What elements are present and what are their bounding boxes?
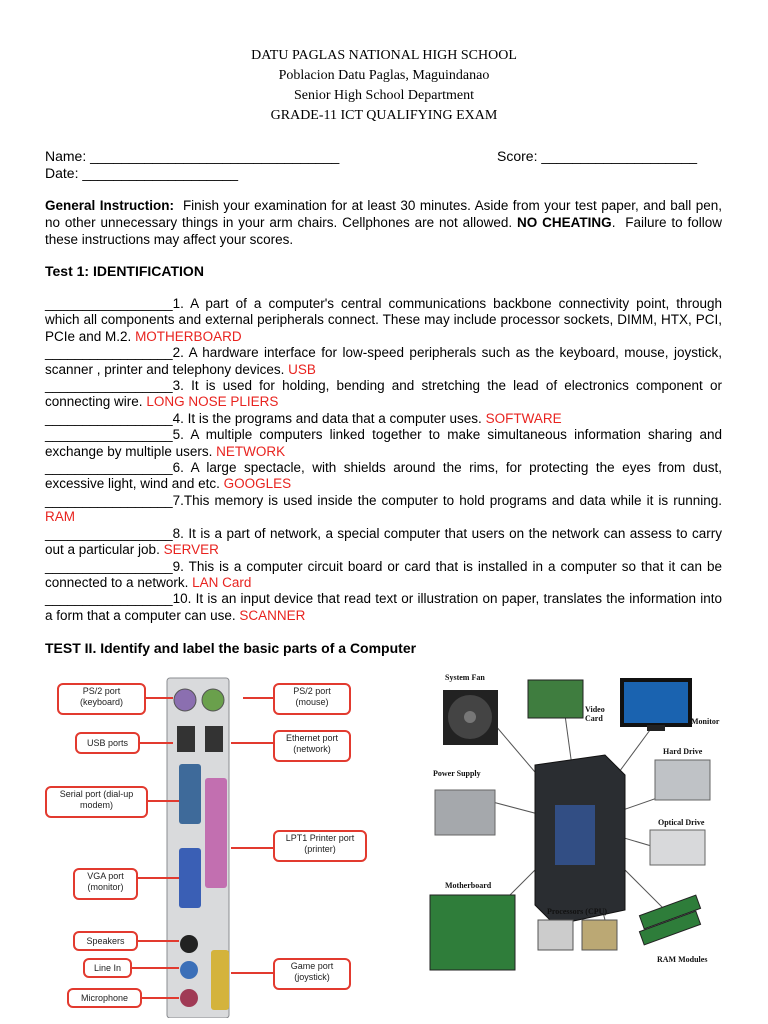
list-item: _________________5. A multiple computers linked together to make simultaneous information sharing and exchange by multiple users. NETWORK — [45, 427, 722, 459]
part-label: Optical Drive — [658, 818, 705, 827]
port-label: Speakers — [73, 931, 138, 951]
port-label: Microphone — [67, 988, 142, 1008]
port-label: Game port (joystick) — [273, 958, 351, 990]
port-label: PS/2 port (mouse) — [273, 683, 351, 715]
identification-list — [45, 296, 722, 624]
answer: LAN Card — [192, 574, 252, 590]
instruction-text: Finish your examination for at least 30 minutes. Aside from your test paper, and ball pen, no other unnecessary things in your arm chairs. Cellphones are not allowed. — [45, 198, 722, 230]
list-item: _________________6. A large spectacle, with shields around the rims, for protecting the eyes from dust, excessive light, wind and etc. GOOGLES — [45, 460, 722, 492]
port-label: Line In — [83, 958, 132, 978]
port-label: Ethernet port (network) — [273, 730, 351, 762]
instruction-label: General Instruction: — [45, 198, 174, 213]
instruction-text-2: Failure to follow these instructions may affect your scores. — [45, 215, 722, 247]
port-label: LPT1 Printer port (printer) — [273, 830, 367, 862]
test1-title: Test 1: IDENTIFICATION — [45, 263, 204, 279]
port-label: Serial port (dial-up modem) — [45, 786, 148, 818]
list-item: _________________7.This memory is used inside the computer to hold programs and data while it is running. RAM — [45, 492, 722, 525]
answer: USB — [288, 361, 316, 377]
list-item: _________________9. This is a computer circuit board or card that is installed in a computer so that it can be connected to a network. LAN Card — [45, 558, 722, 590]
computer-parts-illustration — [425, 665, 735, 1020]
list-item: _________________2. A hardware interface for low-speed peripherals such as the keyboard, mouse, joystick, scanner , printer and telephony devices. USB — [45, 345, 722, 377]
computer-parts-diagram — [425, 665, 735, 1020]
school-name: DATU PAGLAS NATIONAL HIGH SCHOOL — [251, 48, 517, 63]
answer: MOTHERBOARD — [135, 328, 242, 344]
school-address: Poblacion Datu Paglas, Maguindanao — [278, 68, 490, 83]
list-item: _________________8. It is a part of network, a special computer that users on the network can assess to carry out a particular job. SERVER — [45, 525, 722, 558]
answer: SERVER — [163, 542, 219, 558]
no-cheating: NO CHEATING — [517, 215, 612, 230]
answer: GOOGLES — [223, 476, 292, 492]
name-field: Name: ________________________________ — [45, 148, 340, 164]
part-label: Monitor — [691, 717, 720, 726]
general-instruction: General Instruction: Finish your examination for at least 30 minutes. Aside from your test paper, and ball pen, no other unnecessary things in your arm chairs. Cellphones are not allowed. NO CHEATING. Failure to follow these instructions may affect your scores. — [45, 198, 722, 247]
part-label: Hard Drive — [663, 747, 703, 756]
answer: LONG NOSE PLIERS — [146, 394, 279, 410]
date-field: Date: ____________________ — [45, 165, 239, 181]
port-label: VGA port (monitor) — [73, 868, 138, 900]
part-label: Processors (CPU) — [547, 907, 608, 916]
test2-title: TEST II. Identify and label the basic parts of a Computer — [45, 640, 417, 656]
list-item: _________________10. It is an input device that read text or illustration on paper, translates the information into a form that a computer can use. SCANNER — [45, 591, 722, 623]
list-item: _________________1. A part of a computer's central communications backbone connectivity point, through which all components and external peripherals connect. These may include processor sockets, DIMM, HTX, PCI, PCIe and M.2. MOTHERBOARD — [45, 296, 722, 344]
part-label: Power Supply — [433, 769, 481, 778]
list-item: _________________4. It is the programs and data that a computer uses. SOFTWARE — [45, 410, 562, 426]
port-label: PS/2 port (keyboard) — [57, 683, 146, 715]
answer: SOFTWARE — [485, 410, 562, 426]
io-ports-diagram — [45, 668, 385, 1018]
document-header — [0, 46, 768, 126]
port-label: USB ports — [75, 732, 140, 754]
part-label: System Fan — [445, 673, 485, 682]
part-label: Video Card — [585, 705, 605, 723]
part-label: RAM Modules — [657, 955, 708, 964]
answer: RAM — [45, 509, 75, 525]
answer: SCANNER — [239, 607, 306, 623]
department: Senior High School Department — [293, 88, 475, 103]
list-item: _________________3. It is used for holding, bending and stretching the lead of electronics component or connecting wire. LONG NOSE PLIERS — [45, 378, 722, 410]
part-label: Motherboard — [445, 881, 492, 890]
answer: NETWORK — [216, 443, 286, 459]
exam-title: GRADE-11 ICT QUALIFYING EXAM — [270, 108, 498, 123]
score-field: Score: ____________________ — [497, 148, 698, 164]
